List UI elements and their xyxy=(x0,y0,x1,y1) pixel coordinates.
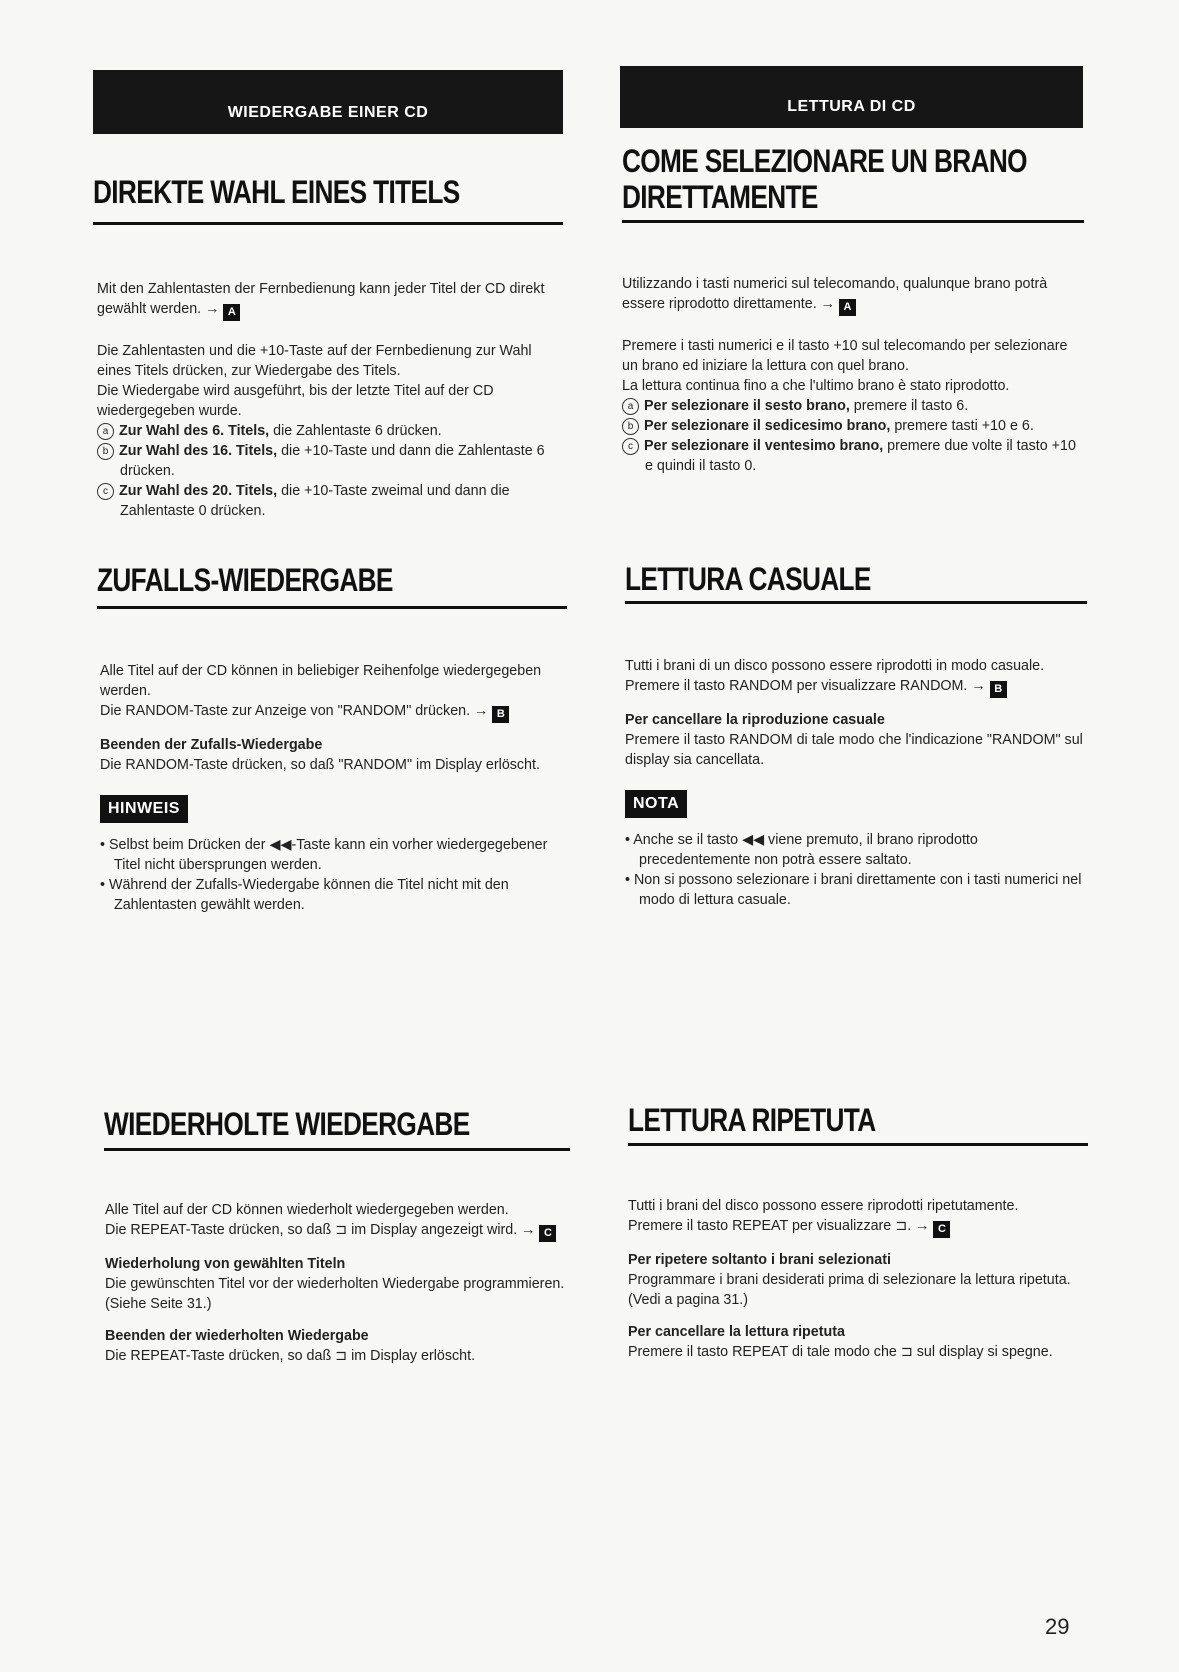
text: Selbst beim Drücken der ◀◀-Taste kann ein vorher wiedergegebener Titel nicht übersprungen werden. xyxy=(108,837,548,873)
text-block-it-direct xyxy=(622,274,1084,476)
section-banner-it xyxy=(620,66,1083,128)
text: die Zahlentaste 6 drücken. xyxy=(269,423,442,439)
text: Per selezionare il sesto brano, xyxy=(644,398,850,414)
paragraph: Die Zahlentasten und die +10-Taste auf der Fernbedienung zur Wahl eines Titels drücken, zur Wiedergabe des Titels. xyxy=(97,343,532,379)
list-item: • Anche se il tasto ◀◀ viene premuto, il brano riprodotto precedentemente non potrà essere saltato. xyxy=(625,832,978,868)
banner-text: LETTURA DI CD xyxy=(787,98,916,115)
text: premere tasti +10 e 6. xyxy=(890,418,1034,434)
paragraph: Die REPEAT-Taste drücken, so daß ⊐ im Display erlöscht. xyxy=(105,1348,476,1364)
list-item: • Während der Zufalls-Wiedergabe können die Titel nicht mit den Zahlentasten gewählt werden. xyxy=(100,877,509,913)
paragraph xyxy=(625,676,1087,698)
paragraph xyxy=(97,279,565,321)
text: Die RANDOM-Taste zur Anzeige von "RANDOM" drücken. → xyxy=(100,703,489,719)
text-block-de-random xyxy=(100,661,568,915)
text: Mit den Zahlentasten der Fernbedienung kann jeder Titel der CD direkt gewählt werden. → xyxy=(97,281,545,317)
note-badge-row xyxy=(100,795,568,823)
text: Per selezionare il ventesimo brano, xyxy=(644,438,884,454)
page-number: 29 xyxy=(1045,1614,1070,1639)
heading-de-repeat: WIEDERHOLTE WIEDERGABE xyxy=(104,1106,470,1142)
paragraph: Premere il tasto RANDOM di tale modo che l'indicazione "RANDOM" sul display sia cancellata. xyxy=(625,732,1083,768)
ref-label: A xyxy=(839,299,856,316)
paragraph: Tutti i brani del disco possono essere riprodotti ripetutamente. xyxy=(628,1198,1019,1214)
ref-label: B xyxy=(492,706,509,723)
note-badge: HINWEIS xyxy=(100,795,188,823)
paragraph: Tutti i brani di un disco possono essere riprodotti in modo casuale. xyxy=(625,658,1045,674)
list-item xyxy=(97,441,565,481)
circled-letter: c xyxy=(622,438,639,455)
subheading: Wiederholung von gewählten Titeln xyxy=(105,1256,346,1272)
banner-text: WIEDERGABE EINER CD xyxy=(227,104,429,121)
paragraph: Premere il tasto REPEAT di tale modo che ⊐ sul display si spegne. xyxy=(628,1344,1053,1360)
subheading: Per ripetere soltanto i brani selezionati xyxy=(628,1252,891,1268)
text: Während der Zufalls-Wiedergabe können die Titel nicht mit den Zahlentasten gewählt werden. xyxy=(108,877,509,913)
paragraph xyxy=(105,1220,570,1242)
text: Die REPEAT-Taste drücken, so daß ⊐ im Display angezeigt wird. → xyxy=(105,1222,536,1238)
paragraph: Alle Titel auf der CD können wiederholt wiedergegeben werden. xyxy=(105,1202,509,1218)
circled-letter: b xyxy=(622,418,639,435)
divider xyxy=(97,606,567,609)
text: Zur Wahl des 6. Titels, xyxy=(119,423,270,439)
text: Zur Wahl des 20. Titels, xyxy=(119,483,278,499)
divider xyxy=(104,1148,570,1151)
heading-it-direct-line2: DIRETTAMENTE xyxy=(622,179,818,215)
text: die +10-Taste und dann die Zahlentaste 6 drücken. xyxy=(120,443,545,479)
heading-it-repeat: LETTURA RIPETUTA xyxy=(628,1102,876,1138)
paragraph: Die RANDOM-Taste drücken, so daß "RANDOM" im Display erlöscht. xyxy=(100,757,540,773)
text: die +10-Taste zweimal und dann die Zahlentaste 0 drücken. xyxy=(120,483,510,519)
circled-letter: b xyxy=(97,443,114,460)
list-item xyxy=(622,396,1084,416)
ref-label: A xyxy=(223,304,240,321)
divider xyxy=(628,1143,1088,1146)
circled-letter: a xyxy=(97,423,114,440)
text: Utilizzando i tasti numerici sul telecomando, qualunque brano potrà essere riprodotto direttamente. → xyxy=(622,276,1048,312)
paragraph: Programmare i brani desiderati prima di selezionare la lettura ripetuta. (Vedi a pagina 31.) xyxy=(628,1272,1071,1308)
paragraph xyxy=(100,701,568,723)
text: Non si possono selezionare i brani direttamente con i tasti numerici nel modo di lettura casuale. xyxy=(633,872,1082,908)
paragraph xyxy=(622,274,1084,316)
paragraph: Die Wiedergabe wird ausgeführt, bis der letzte Titel auf der CD wiedergegeben wurde. xyxy=(97,383,494,419)
text-block-it-random xyxy=(625,656,1087,910)
text-block-it-repeat xyxy=(628,1196,1088,1362)
text: Zur Wahl des 16. Titels, xyxy=(119,443,278,459)
text: premere il tasto 6. xyxy=(849,398,969,414)
ref-label: C xyxy=(933,1221,950,1238)
subheading: Beenden der Zufalls-Wiedergabe xyxy=(100,737,323,753)
paragraph: Premere i tasti numerici e il tasto +10 sul telecomando per selezionare un brano ed iniziare la lettura con quel brano. xyxy=(622,338,1068,374)
list-item xyxy=(97,421,565,441)
heading-de-random: ZUFALLS-WIEDERGABE xyxy=(97,562,393,598)
subheading: Per cancellare la lettura ripetuta xyxy=(628,1324,845,1340)
list-item xyxy=(97,481,565,521)
list-item xyxy=(622,436,1084,476)
paragraph: Die gewünschten Titel vor der wiederholten Wiedergabe programmieren. (Siehe Seite 31.) xyxy=(105,1276,565,1312)
text-block-de-direct xyxy=(97,279,565,521)
text: Premere il tasto RANDOM per visualizzare RANDOM. → xyxy=(625,678,986,694)
divider xyxy=(93,222,563,225)
list-item: • Selbst beim Drücken der ◀◀-Taste kann ein vorher wiedergegebener Titel nicht übersprungen werden. xyxy=(100,837,548,873)
note-badge-row xyxy=(625,790,1087,818)
heading-it-random: LETTURA CASUALE xyxy=(625,561,871,597)
circled-letter: a xyxy=(622,398,639,415)
list-item xyxy=(622,416,1084,436)
paragraph: La lettura continua fino a che l'ultimo brano è stato riprodotto. xyxy=(622,378,1010,394)
subheading: Beenden der wiederholten Wiedergabe xyxy=(105,1328,369,1344)
text: Premere il tasto REPEAT per visualizzare ⊐. → xyxy=(628,1218,930,1234)
text: Per selezionare il sedicesimo brano, xyxy=(644,418,891,434)
note-badge: NOTA xyxy=(625,790,687,818)
ref-label: B xyxy=(990,681,1007,698)
heading-de-direct: DIREKTE WAHL EINES TITELS xyxy=(93,174,460,210)
list-item: • Non si possono selezionare i brani direttamente con i tasti numerici nel modo di lettura casuale. xyxy=(625,872,1082,908)
divider xyxy=(625,601,1087,604)
ref-label: C xyxy=(539,1225,556,1242)
paragraph xyxy=(628,1216,1088,1238)
text: premere due volte il tasto +10 e quindi il tasto 0. xyxy=(645,438,1076,474)
text-block-de-repeat xyxy=(105,1200,570,1366)
section-banner-de xyxy=(93,70,563,134)
divider xyxy=(622,220,1084,223)
text: Anche se il tasto ◀◀ viene premuto, il brano riprodotto precedentemente non potrà essere saltato. xyxy=(633,832,978,868)
paragraph: Alle Titel auf der CD können in beliebiger Reihenfolge wiedergegeben werden. xyxy=(100,663,542,699)
heading-it-direct-line1: COME SELEZIONARE UN BRANO xyxy=(622,143,1027,179)
circled-letter: c xyxy=(97,483,114,500)
subheading: Per cancellare la riproduzione casuale xyxy=(625,712,885,728)
